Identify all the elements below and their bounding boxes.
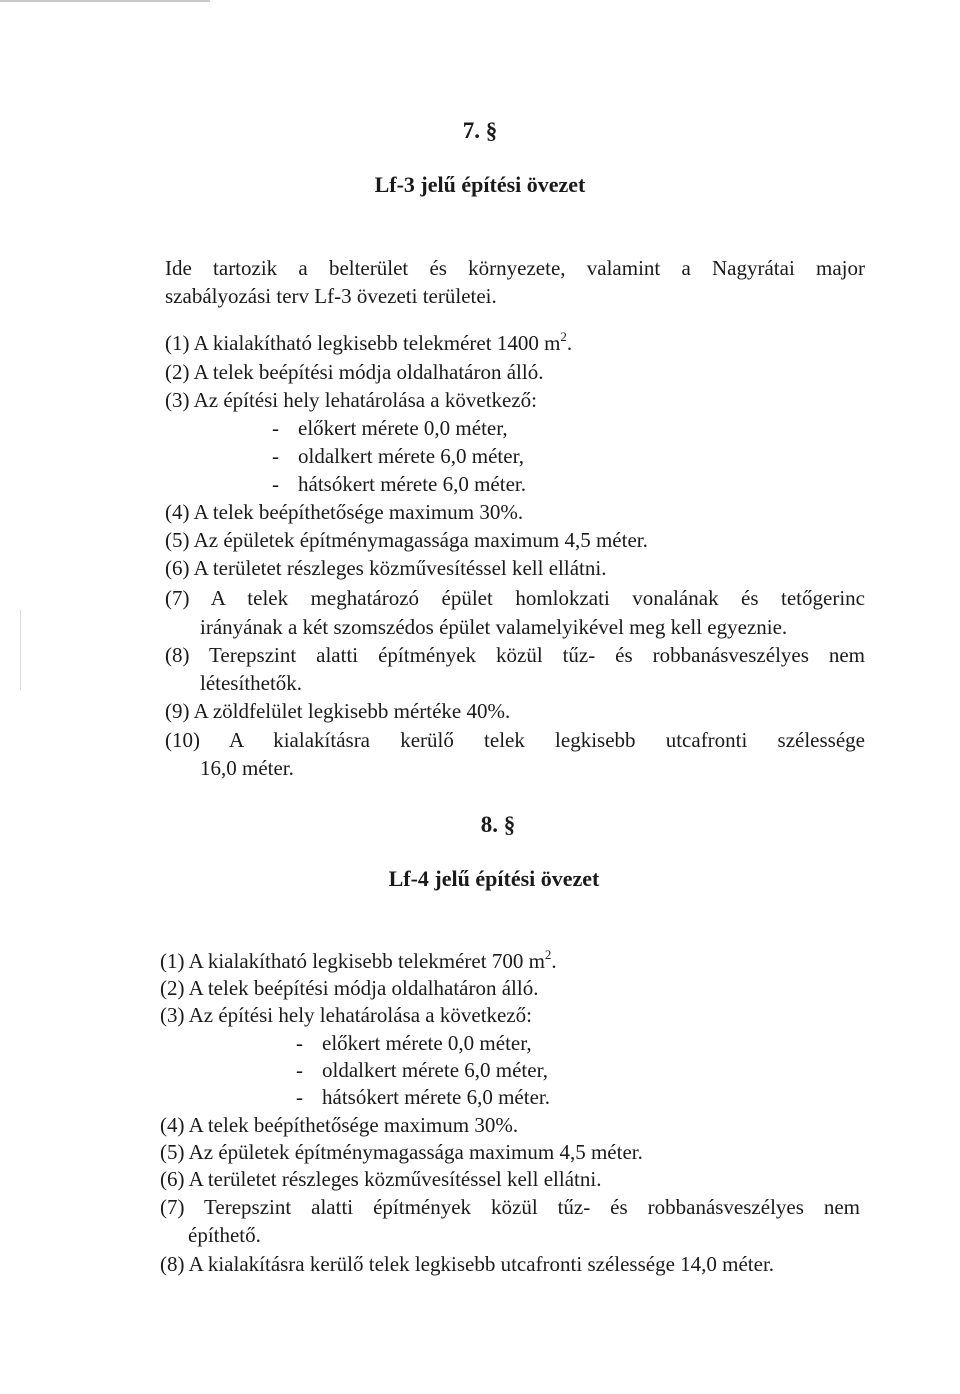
scan-top-rule [0, 0, 210, 2]
section-7-paragraph-4: (4) A telek beépíthetősége maximum 30%. [165, 500, 524, 524]
list-dash: - [272, 444, 279, 468]
paragraph-text: (1) A kialakítható legkisebb telekméret 700 m [160, 949, 545, 973]
section-7-paragraph-2: (2) A telek beépítési módja oldalhatáron álló. [165, 360, 544, 384]
list-dash: - [272, 472, 279, 496]
section-7-paragraph-5: (5) Az épületek építménymagassága maximum 4,5 méter. [165, 528, 648, 552]
section-7-paragraph-7-line-2: irányának a két szomszédos épület valamelyikével meg kell egyeznie. [200, 615, 788, 639]
section-8-paragraph-2: (2) A telek beépítési módja oldalhatáron álló. [160, 976, 539, 1000]
list-dash: - [272, 416, 279, 440]
scan-artifact [20, 610, 21, 690]
superscript: 2 [544, 947, 552, 962]
section-8-list-item: oldalkert mérete 6,0 méter, [322, 1058, 548, 1082]
section-8-list-item: hátsókert mérete 6,0 méter. [322, 1085, 550, 1109]
section-7-list-item: hátsókert mérete 6,0 méter. [298, 472, 526, 496]
list-dash: - [296, 1058, 303, 1082]
list-dash: - [296, 1031, 303, 1055]
section-7-intro-line-1: Ide tartozik a belterület és környezete, valamint a Nagyrátai major [165, 256, 865, 280]
section-7-list-item: oldalkert mérete 6,0 méter, [298, 444, 524, 468]
section-7-paragraph-1 [165, 330, 572, 356]
section-7-paragraph-10-line-2: 16,0 méter. [200, 756, 294, 780]
section-7-paragraph-10-line-1: (10) A kialakításra kerülő telek legkisebb utcafronti szélessége [165, 728, 865, 752]
section-8-paragraph-8: (8) A kialakításra kerülő telek legkisebb utcafronti szélessége 14,0 méter. [160, 1252, 775, 1276]
paragraph-end: . [551, 949, 557, 973]
section-8-paragraph-4: (4) A telek beépíthetősége maximum 30%. [160, 1113, 519, 1137]
section-7-paragraph-8-line-1: (8) Terepszint alatti építmények közül tűz- és robbanásveszélyes nem [165, 643, 865, 667]
section-7-paragraph-9: (9) A zöldfelület legkisebb mértéke 40%. [165, 699, 511, 723]
section-8-paragraph-7-line-2: építhető. [188, 1223, 261, 1247]
section-7-list-item: előkert mérete 0,0 méter, [298, 416, 508, 440]
section-8-paragraph-5: (5) Az épületek építménymagassága maximum 4,5 méter. [160, 1140, 643, 1164]
section-8-title: Lf-4 jelű építési övezet [388, 866, 600, 891]
paragraph-end: . [566, 331, 573, 355]
section-8-paragraph-6: (6) A területet részleges közművesítéssel kell ellátni. [160, 1167, 602, 1191]
section-7-title: Lf-3 jelű építési övezet [374, 172, 586, 197]
section-7-paragraph-7-line-1: (7) A telek meghatározó épület homlokzati vonalának és tetőgerinc [165, 586, 865, 610]
section-7-paragraph-6: (6) A területet részleges közművesítéssel kell ellátni. [165, 556, 607, 580]
section-8-paragraph-3: (3) Az építési hely lehatárolása a következő: [160, 1003, 533, 1027]
list-dash: - [296, 1085, 303, 1109]
section-7-paragraph-8-line-2: létesíthetők. [200, 671, 303, 695]
section-7-intro-line-2: szabályozási terv Lf-3 övezeti területei. [165, 284, 497, 308]
section-7-paragraph-3: (3) Az építési hely lehatárolása a következő: [165, 388, 538, 412]
section-8-list-item: előkert mérete 0,0 méter, [322, 1031, 532, 1055]
section-8-number: 8. § [480, 812, 516, 837]
superscript: 2 [560, 329, 567, 344]
section-7-number: 7. § [462, 118, 498, 143]
section-8-paragraph-7-line-1: (7) Terepszint alatti építmények közül tűz- és robbanásveszélyes nem [160, 1195, 860, 1219]
section-8-paragraph-1 [160, 948, 557, 974]
paragraph-text: (1) A kialakítható legkisebb telekméret 1400 m [165, 331, 561, 355]
